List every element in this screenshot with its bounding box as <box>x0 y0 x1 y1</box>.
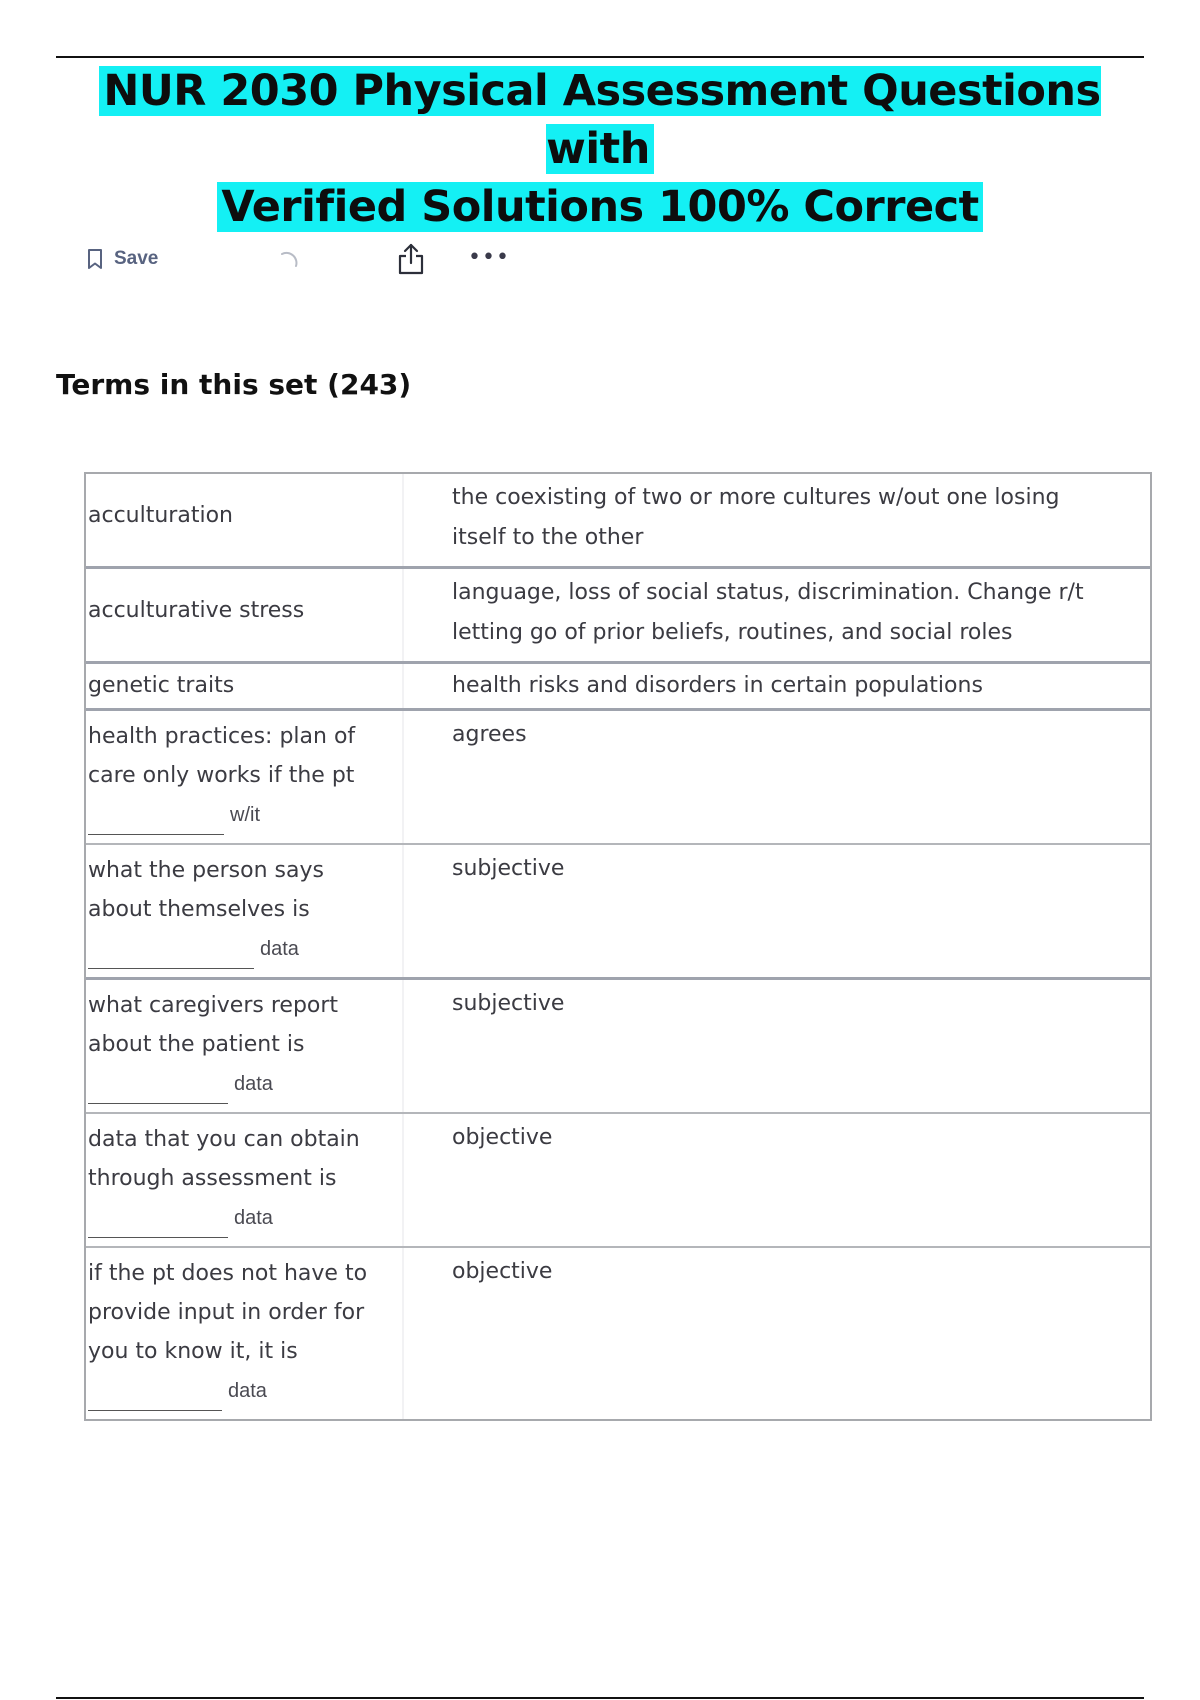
term-cell <box>86 980 404 1112</box>
definition-text: the coexisting of two or more cultures w/out one losing itself to the other <box>452 485 1060 550</box>
fill-in-blank <box>88 795 398 835</box>
fill-in-blank <box>88 1064 398 1104</box>
definition-text: health risks and disorders in certain populations <box>452 673 983 698</box>
loading-spinner-icon <box>276 250 300 274</box>
term-cell <box>86 569 404 661</box>
save-label: Save <box>114 248 159 269</box>
blank-suffix: data <box>260 938 299 960</box>
table-row <box>86 711 1150 845</box>
blank-suffix: data <box>228 1380 267 1402</box>
fill-in-blank <box>88 1198 398 1238</box>
table-row <box>86 1248 1150 1419</box>
bookmark-icon <box>86 248 104 270</box>
term-text: acculturative stress <box>88 598 305 623</box>
term-text: what caregivers report about the patient is <box>88 993 339 1057</box>
blank-line <box>88 1211 228 1238</box>
term-text: health practices: plan of care only works if the pt <box>88 724 356 788</box>
blank-line <box>88 808 224 835</box>
blank-suffix: data <box>234 1073 273 1095</box>
term-cell <box>86 845 404 977</box>
term-text: data that you can obtain through assessment is <box>88 1127 360 1191</box>
term-cell <box>86 474 404 566</box>
blank-suffix: w/it <box>230 804 260 826</box>
term-cell <box>86 1248 404 1419</box>
definition-cell <box>404 1114 1150 1246</box>
definition-text: objective <box>452 1259 553 1284</box>
table-row <box>86 474 1150 569</box>
bottom-rule <box>56 1697 1144 1699</box>
definition-cell <box>404 711 1150 843</box>
definition-text: subjective <box>452 856 565 881</box>
definition-cell <box>404 980 1150 1112</box>
save-button[interactable] <box>86 248 158 270</box>
term-cell <box>86 664 404 708</box>
definition-text: subjective <box>452 991 565 1016</box>
blank-line <box>88 1077 228 1104</box>
toolbar <box>86 242 586 282</box>
title-line-2: Verified Solutions 100% Correct <box>217 182 982 232</box>
table-row <box>86 980 1150 1114</box>
definition-cell <box>404 569 1150 661</box>
term-text: acculturation <box>88 503 233 528</box>
definition-cell <box>404 664 1150 708</box>
definition-cell <box>404 474 1150 566</box>
table-row <box>86 664 1150 711</box>
terms-heading: Terms in this set (243) <box>56 368 412 401</box>
term-text: genetic traits <box>88 673 235 698</box>
term-text: if the pt does not have to provide input in order for you to know it, it is <box>88 1261 368 1364</box>
top-rule <box>56 56 1144 58</box>
term-cell <box>86 1114 404 1246</box>
term-cell <box>86 711 404 843</box>
page-title <box>56 62 1144 236</box>
title-line-1: NUR 2030 Physical Assessment Questions with <box>99 66 1100 174</box>
fill-in-blank <box>88 1371 398 1411</box>
blank-line <box>88 942 254 969</box>
definition-cell <box>404 845 1150 977</box>
table-row <box>86 569 1150 664</box>
fill-in-blank <box>88 929 398 969</box>
share-button[interactable] <box>396 242 426 280</box>
more-options-button[interactable]: ••• <box>468 245 510 270</box>
term-text: what the person says about themselves is <box>88 858 324 922</box>
share-icon <box>396 242 426 276</box>
definition-text: objective <box>452 1125 553 1150</box>
blank-suffix: data <box>234 1207 273 1229</box>
blank-line <box>88 1384 222 1411</box>
terms-table <box>84 472 1152 1421</box>
table-row <box>86 845 1150 980</box>
definition-text: language, loss of social status, discrimination. Change r/t letting go of prior beliefs, routines, and social roles <box>452 580 1084 645</box>
definition-cell <box>404 1248 1150 1419</box>
table-row <box>86 1114 1150 1248</box>
definition-text: agrees <box>452 722 527 747</box>
